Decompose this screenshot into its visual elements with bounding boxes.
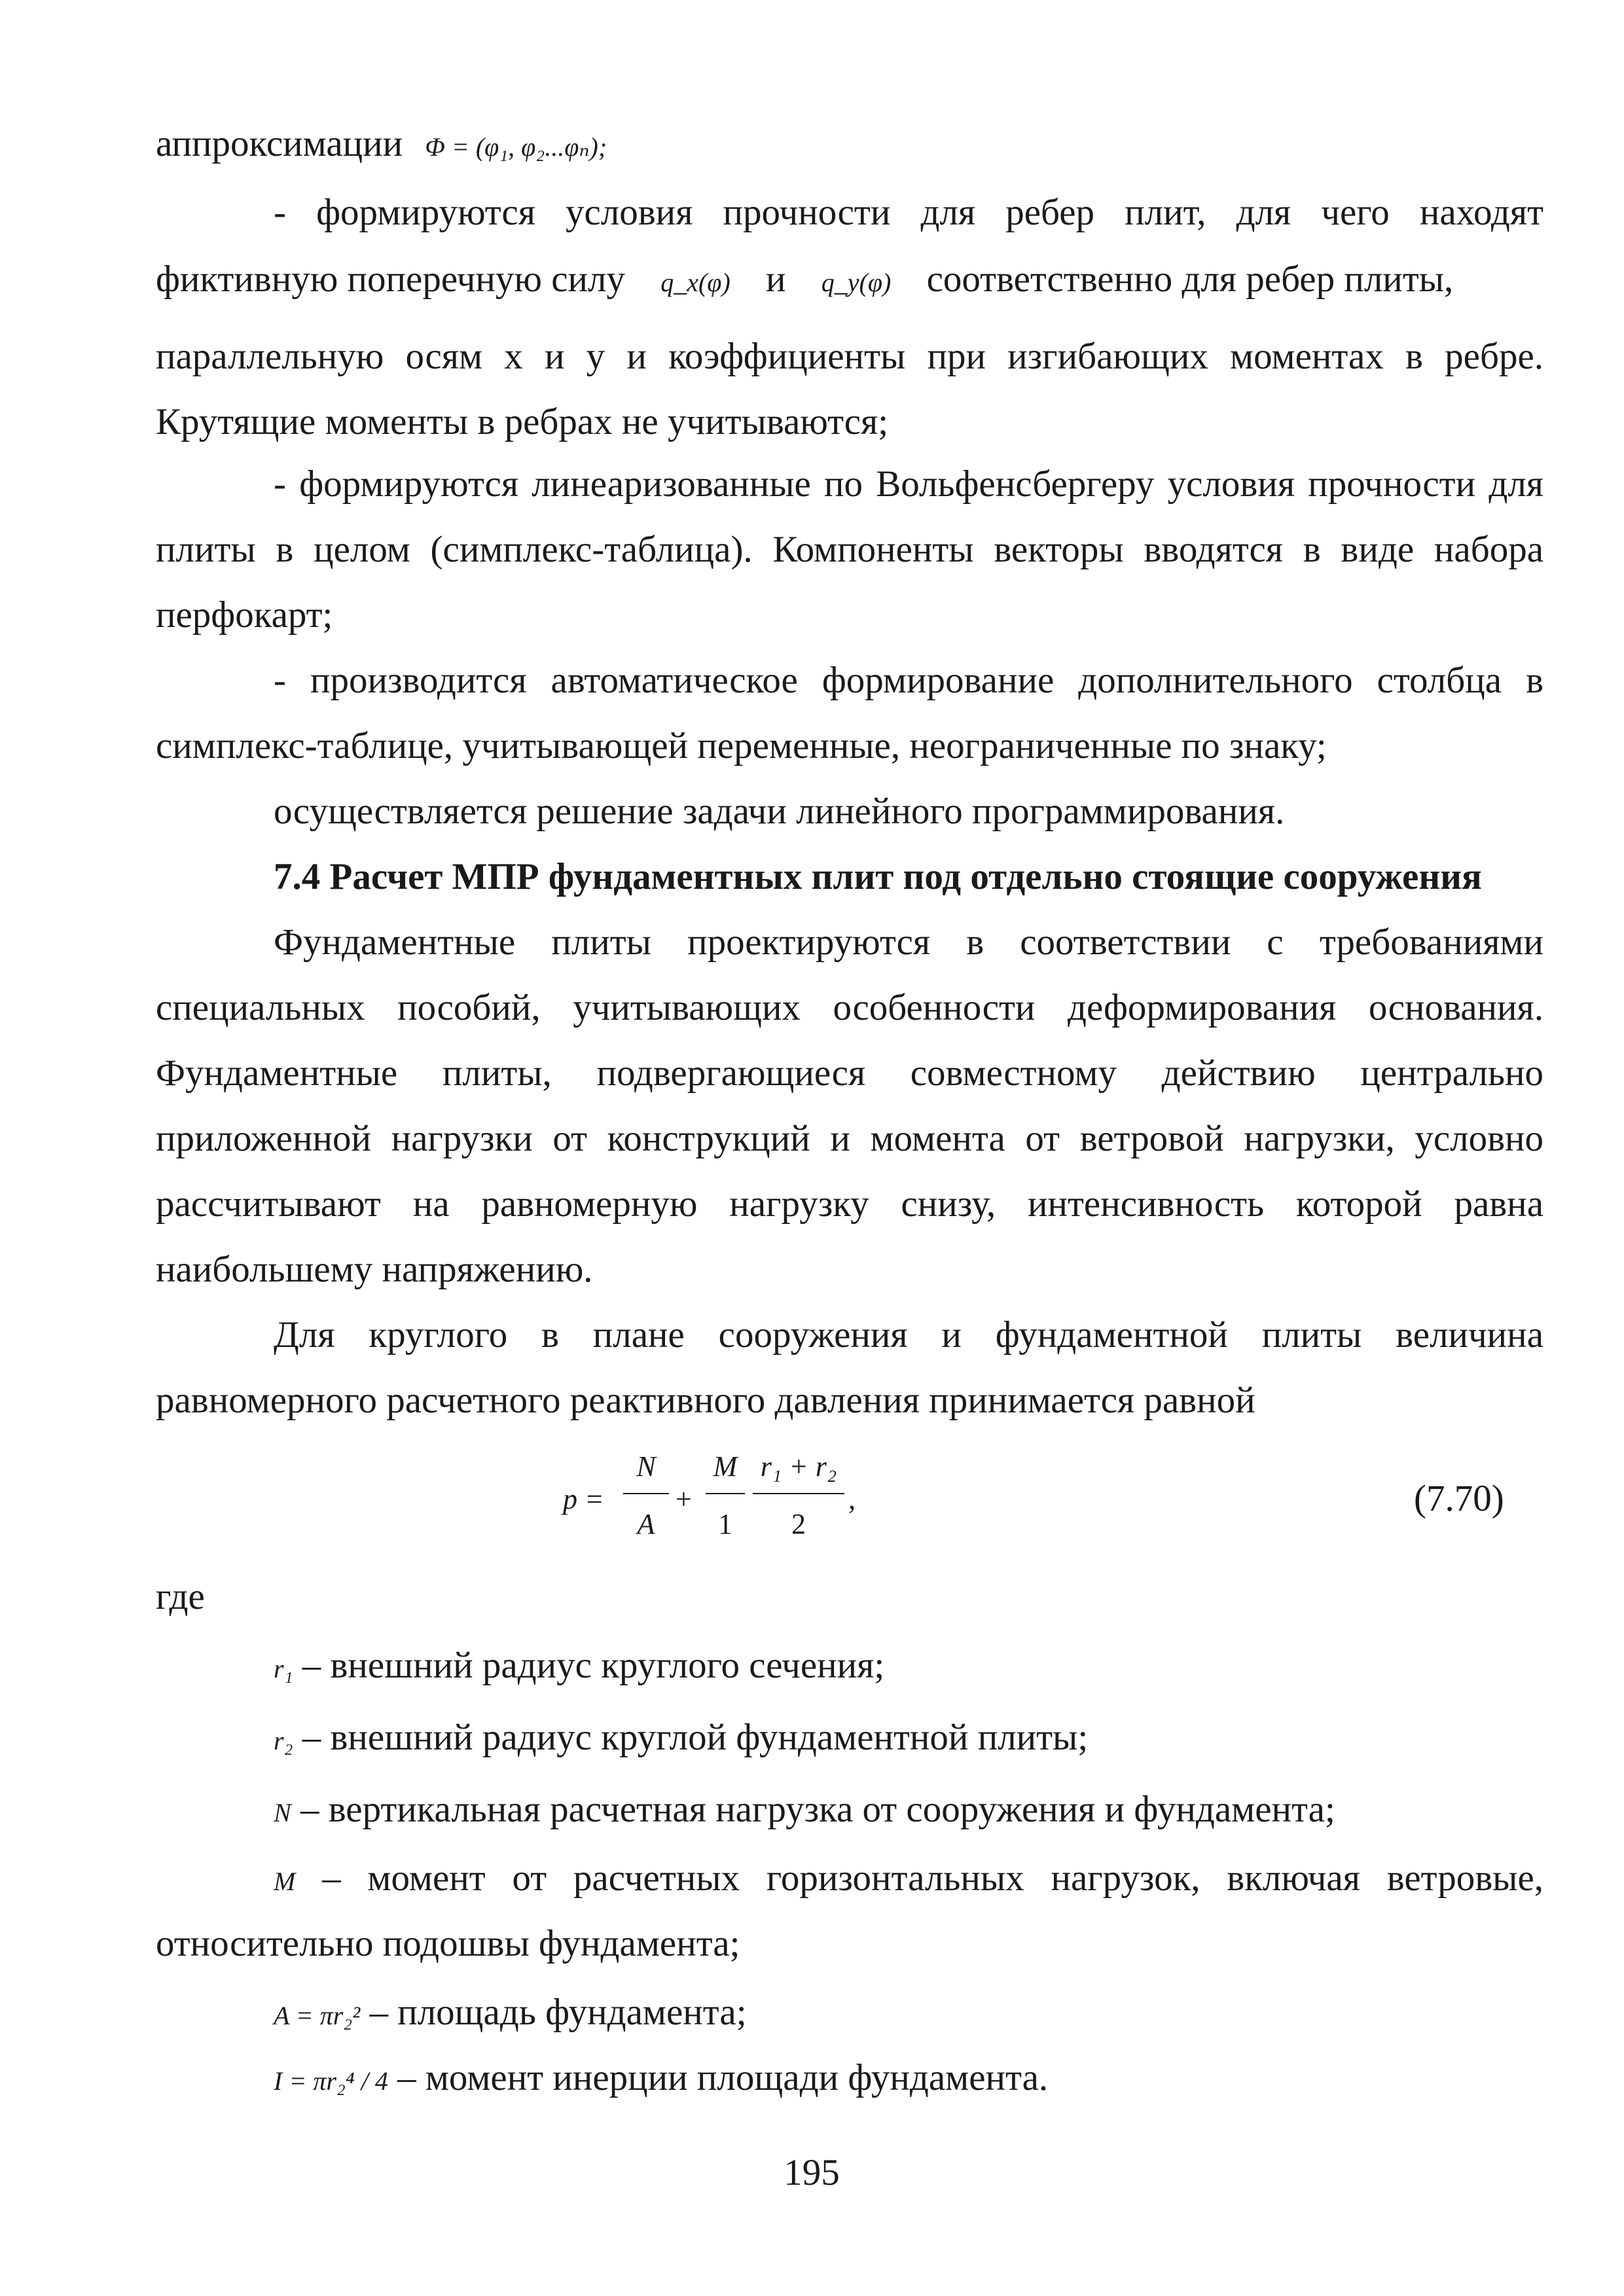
formula-denominator-a: A: [637, 1508, 655, 1540]
text-line-7: плиты в целом (симплекс-таблица). Компоненты векторы вводятся в виде набора: [156, 529, 1543, 570]
fraction-bar-2: [706, 1493, 745, 1494]
formula-lhs: p =: [563, 1483, 604, 1515]
formula-numerator-n: N: [636, 1450, 656, 1482]
definition-r1: r₁ – внешний радиус круглого сечения;: [274, 1645, 885, 1686]
page-number: 195: [784, 2152, 840, 2193]
text-line-10: симплекс-таблице, учитывающей переменные, неограниченные по знаку;: [156, 725, 1327, 766]
text-line-3: фиктивную поперечную силу q_x(φ) и q_y(φ) соответственно для ребер плиты,: [156, 259, 1454, 300]
text-line-5: Крутящие моменты в ребрах не учитываются;: [156, 401, 889, 442]
qy-symbol: q_y(φ): [821, 268, 892, 297]
r1-symbol: r₁: [274, 1654, 293, 1683]
area-formula: A = πr₂²: [274, 2001, 361, 2030]
formula-denominator-one: 1: [718, 1508, 732, 1540]
formula-7-70: [563, 1450, 956, 1561]
inertia-formula: I = πr₂⁴ / 4: [274, 2066, 388, 2096]
qx-symbol: q_x(φ): [660, 268, 731, 297]
r2-symbol: r₂: [274, 1726, 293, 1755]
formula-denominator-two: 2: [791, 1508, 806, 1540]
definition-a: A = πr₂² – площадь фундамента;: [274, 1992, 747, 2033]
section-heading: 7.4 Расчет МПР фундаментных плит под отдельно стоящие сооружения: [274, 856, 1482, 897]
text-line-2: - формируются условия прочности для ребер плит, для чего находят: [274, 192, 1543, 233]
paragraph-1-line-2: специальных пособий, учитывающих особенности деформирования основания.: [156, 987, 1543, 1028]
definition-n: N – вертикальная расчетная нагрузка от сооружения и фундамента;: [274, 1789, 1335, 1830]
approximation-formula: Φ = (φ₁, φ₂...φₙ);: [425, 132, 607, 162]
formula-comma: ,: [848, 1483, 856, 1515]
text-line-6: - формируются линеаризованные по Вольфенсбергеру условия прочности для: [274, 463, 1543, 505]
paragraph-1-line-5: рассчитывают на равномерную нагрузку снизу, интенсивность которой равна: [156, 1183, 1543, 1225]
m-symbol: M: [274, 1867, 296, 1896]
formula-numerator-rsum: r₁ + r₂: [760, 1450, 837, 1482]
formula-numerator-m: M: [713, 1450, 738, 1482]
paragraph-2-line-1: Для круглого в плане сооружения и фундаментной плиты величина: [274, 1314, 1543, 1355]
fraction-bar-1: [623, 1493, 669, 1494]
text-line-8: перфокарт;: [156, 594, 333, 636]
where-label: где: [156, 1576, 205, 1617]
text-line-4: параллельную осям x и y и коэффициенты при изгибающих моментах в ребре.: [156, 336, 1543, 377]
n-symbol: N: [274, 1798, 291, 1827]
definition-r2: r₂ – внешний радиус круглой фундаментной плиты;: [274, 1717, 1089, 1758]
formula-plus: +: [676, 1483, 692, 1515]
text-line-9: - производится автоматическое формирование дополнительного столбца в: [274, 660, 1543, 701]
definition-m-continued: относительно подошвы фундамента;: [156, 1923, 740, 1964]
definition-i: I = πr₂⁴ / 4 – момент инерции площади фундамента.: [274, 2057, 1049, 2098]
paragraph-1-line-1: Фундаментные плиты проектируются в соответствии с требованиями: [274, 922, 1543, 963]
paragraph-1-line-4: приложенной нагрузки от конструкций и момента от ветровой нагрузки, условно: [156, 1118, 1543, 1159]
paragraph-2-line-2: равномерного расчетного реактивного давления принимается равной: [156, 1380, 1255, 1421]
paragraph-1-line-3: Фундаментные плиты, подвергающиеся совместному действию центрально: [156, 1052, 1543, 1094]
text-line-1: аппроксимации Φ = (φ₁, φ₂...φₙ);: [156, 123, 607, 164]
equation-number: (7.70): [1414, 1478, 1504, 1519]
paragraph-1-line-6: наибольшему напряжению.: [156, 1249, 593, 1290]
fraction-bar-3: [753, 1493, 844, 1494]
definition-m: M – момент от расчетных горизонтальных нагрузок, включая ветровые,: [274, 1857, 1543, 1899]
text-line-11: осуществляется решение задачи линейного программирования.: [274, 791, 1285, 832]
